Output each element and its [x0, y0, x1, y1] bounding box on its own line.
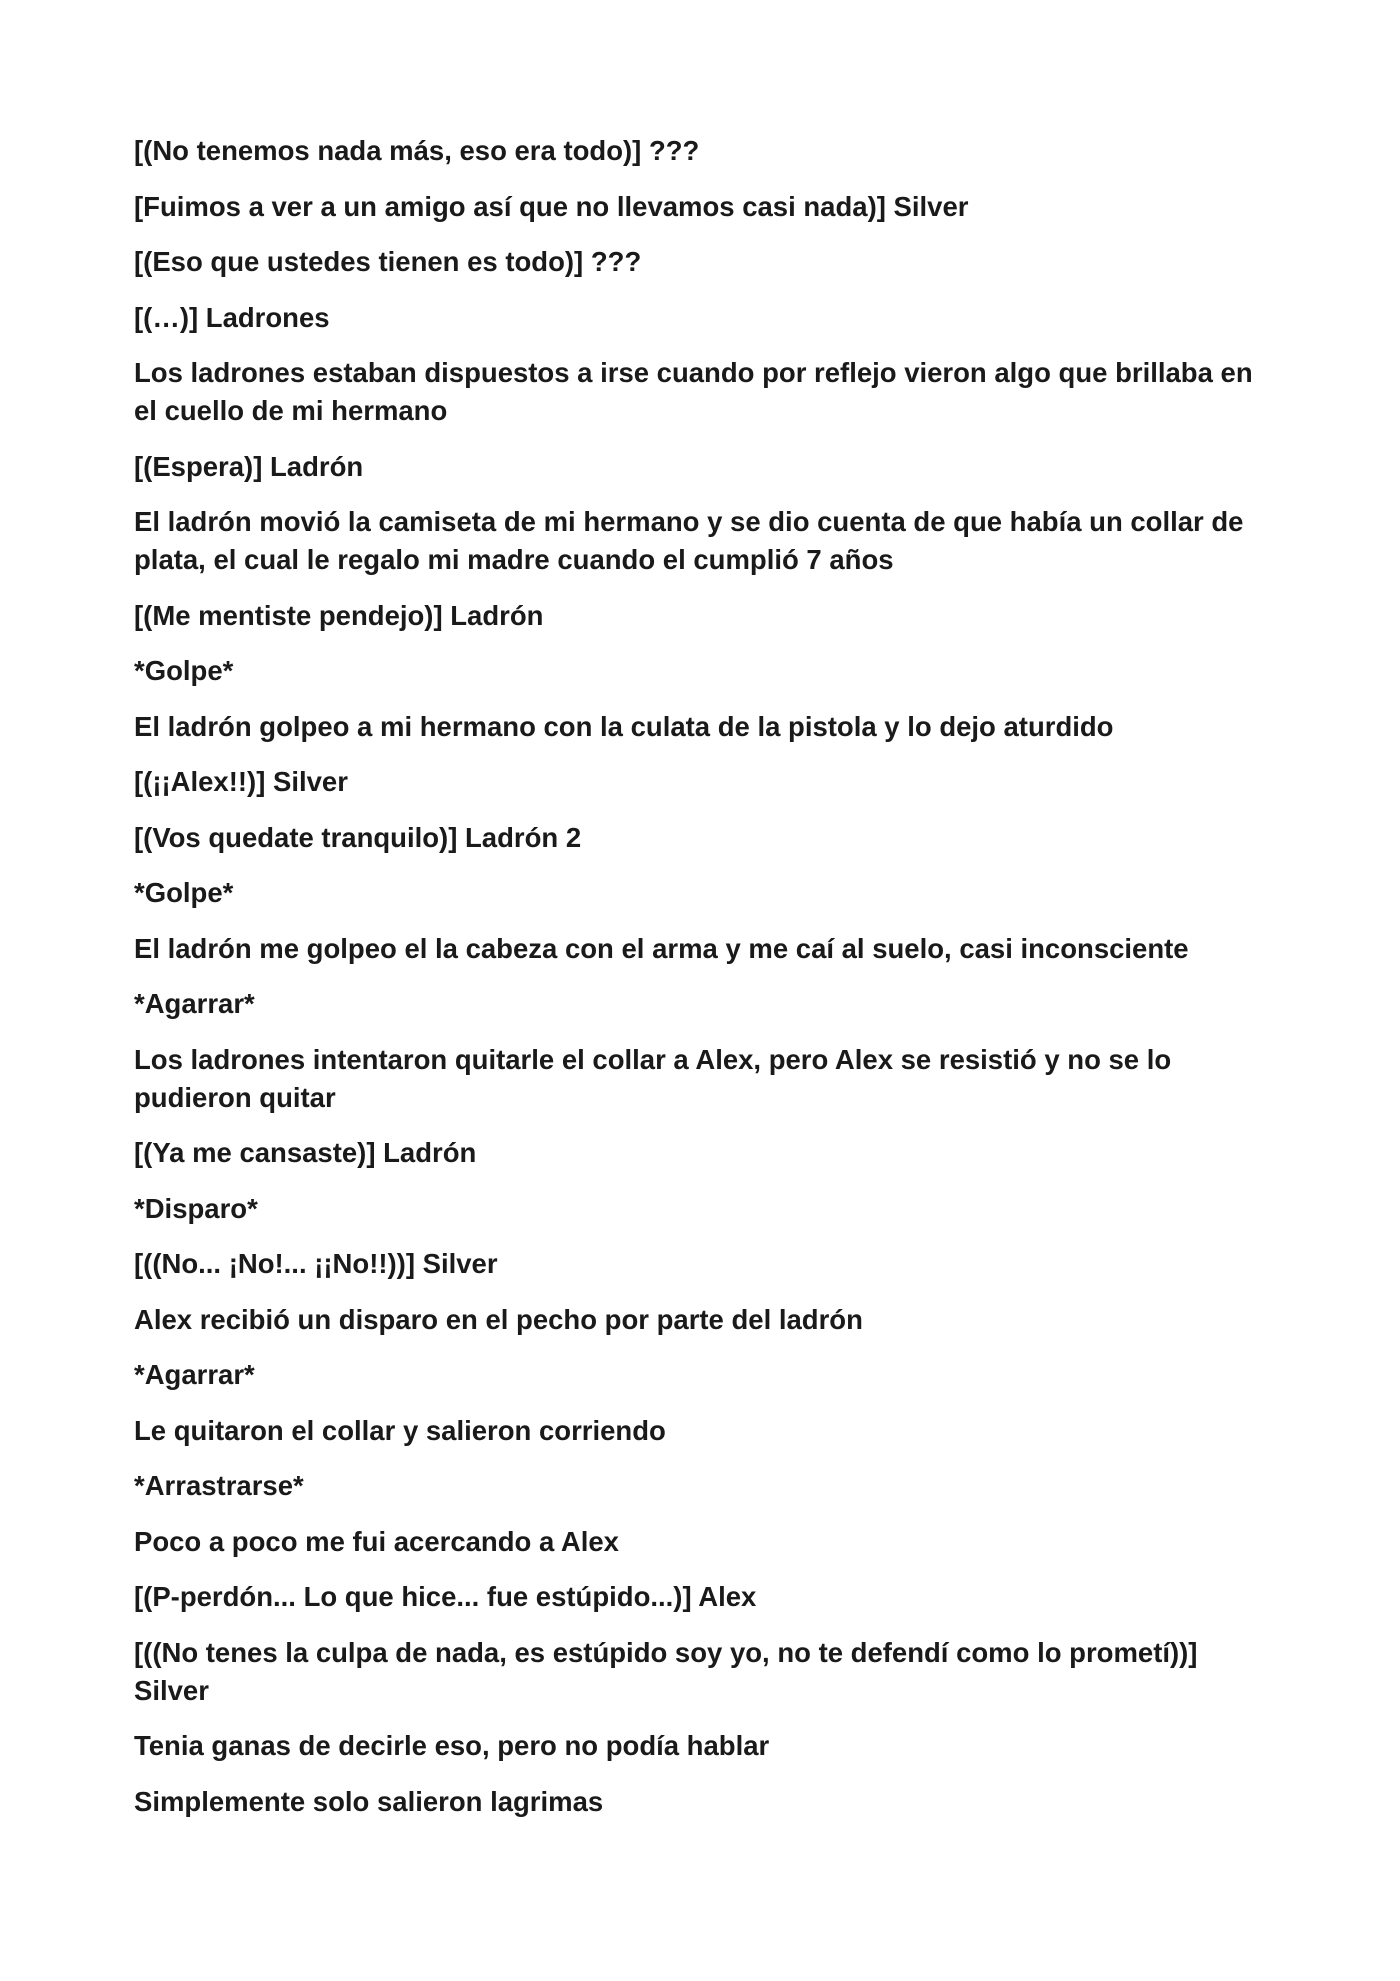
document-page	[134, 132, 1274, 1838]
paragraph: *Golpe*	[134, 877, 234, 908]
paragraph: *Agarrar*	[134, 1359, 255, 1390]
paragraph: [(Espera)] Ladrón	[134, 450, 364, 482]
paragraph: Le quitaron el collar y salieron corriendo	[134, 1414, 666, 1446]
paragraph: Simplemente solo salieron lagrimas	[134, 1785, 604, 1817]
paragraph: [((No tenes la culpa de nada, es estúpido soy yo, no te defendí como lo prometí))] Silver	[134, 1636, 1198, 1706]
paragraph: El ladrón golpeo a mi hermano con la culata de la pistola y lo dejo aturdido	[134, 710, 1114, 742]
paragraph: [(Me mentiste pendejo)] Ladrón	[134, 599, 544, 631]
paragraph: [(No tenemos nada más, eso era todo)] ???	[134, 135, 700, 166]
paragraph: *Golpe*	[134, 655, 234, 686]
paragraph: *Disparo*	[134, 1192, 258, 1224]
paragraph: [(P-perdón... Lo que hice... fue estúpido...)] Alex	[134, 1581, 757, 1612]
paragraph: [(Eso que ustedes tienen es todo)] ???	[134, 246, 642, 277]
paragraph: Alex recibió un disparo en el pecho por parte del ladrón	[134, 1303, 863, 1335]
paragraph: [(Vos quedate tranquilo)] Ladrón 2	[134, 821, 582, 853]
paragraph: *Agarrar*	[134, 988, 255, 1019]
paragraph: Los ladrones intentaron quitarle el collar a Alex, pero Alex se resistió y no se lo pudieron quitar	[134, 1043, 1172, 1113]
paragraph: [(Ya me cansaste)] Ladrón	[134, 1137, 477, 1168]
paragraph: Poco a poco me fui acercando a Alex	[134, 1525, 619, 1557]
paragraph: El ladrón me golpeo el la cabeza con el arma y me caí al suelo, casi inconsciente	[134, 932, 1189, 964]
paragraph: El ladrón movió la camiseta de mi hermano y se dio cuenta de que había un collar de plata, el cual le regalo mi madre cuando el cumplió 7 años	[134, 506, 1244, 575]
paragraph: Tenia ganas de decirle eso, pero no podía hablar	[134, 1730, 770, 1761]
paragraph: *Arrastrarse*	[134, 1470, 304, 1501]
paragraph: Los ladrones estaban dispuestos a irse cuando por reflejo vieron algo que brillaba en el cuello de mi hermano	[134, 357, 1253, 426]
paragraph: [(¡¡Alex!!)] Silver	[134, 766, 348, 797]
paragraph: [(…)] Ladrones	[134, 301, 330, 333]
paragraph: [((No... ¡No!... ¡¡No!!))] Silver	[134, 1248, 498, 1279]
paragraph: [Fuimos a ver a un amigo así que no llevamos casi nada)] Silver	[134, 190, 969, 222]
